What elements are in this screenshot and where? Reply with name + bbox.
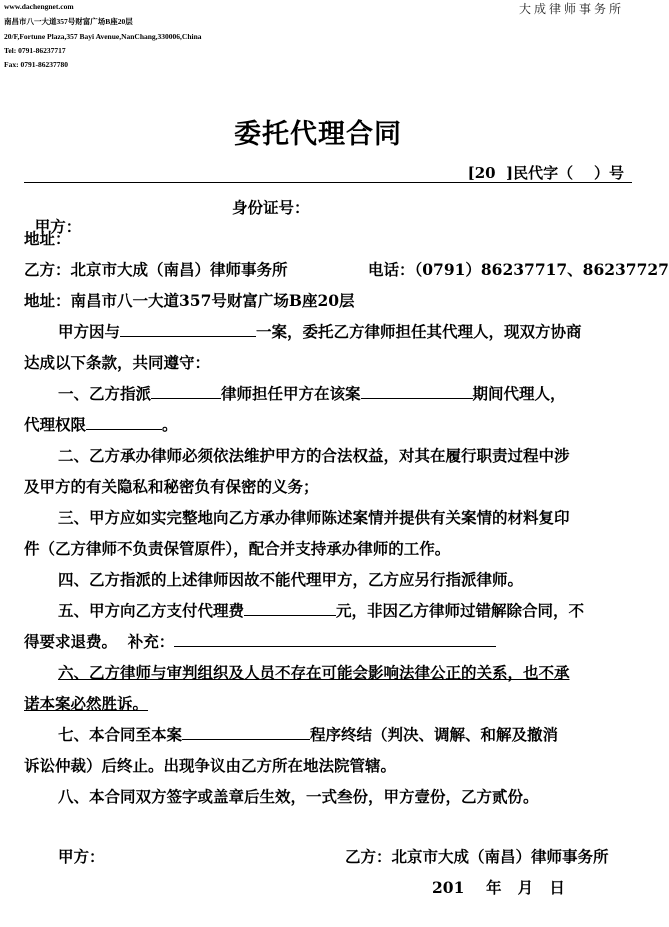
header-address-cn: 南昌市八一大道357号财富广场B座20层	[4, 17, 133, 26]
case-number: [20 ]民代字（ ）号	[467, 164, 624, 182]
intro-text-b: 一案，委托乙方律师担任其代理人，现双方协商	[256, 322, 582, 341]
party-b-address: 地址：南昌市八一大道357号财富广场B座20层	[24, 291, 355, 310]
header-tel: Tel: 0791-86237717	[4, 46, 66, 55]
signature-date: 201 年 月 日	[432, 878, 565, 897]
clause-7-text-b: 程序终结（判决、调解、和解及撤消	[310, 725, 559, 744]
blank-supplement	[174, 632, 496, 647]
intro-text-a: 甲方因与	[58, 322, 121, 341]
party-a-address: 地址：	[24, 229, 71, 248]
case-number-row	[24, 162, 632, 183]
clause-2-text-a: 二、乙方承办律师必须依法维护甲方的合法权益，对其在履行职责过程中涉	[58, 446, 570, 465]
blank-opponent	[120, 322, 256, 337]
clause-5-line-2	[24, 630, 496, 652]
clause-1-text-d: 代理权限	[24, 415, 87, 434]
clause-1-text-a: 一、乙方指派	[58, 384, 152, 403]
clause-7-text-a: 七、本合同至本案	[58, 725, 183, 744]
clause-4: 四、乙方指派的上述律师因故不能代理甲方，乙方应另行指派律师。	[58, 570, 524, 589]
party-a-label: 甲方：	[34, 217, 82, 236]
signature-party-a: 甲方：	[58, 847, 105, 866]
intro-line	[58, 320, 582, 342]
blank-fee	[244, 601, 336, 616]
clause-1-text-e: 。	[162, 415, 178, 434]
header-fax: Fax: 0791-86237780	[4, 60, 68, 69]
blank-stage	[361, 384, 473, 399]
id-label: 身份证号：	[232, 198, 310, 217]
party-b-phone: 电话：（0791）86237717、86237727	[368, 260, 669, 279]
firm-name: 大成律师事务所	[518, 2, 624, 16]
clause-7-text-c: 诉讼仲裁）后终止。出现争议由乙方所在地法院管辖。	[24, 756, 397, 775]
blank-authority	[86, 415, 162, 430]
page-title: 委托代理合同	[234, 119, 402, 150]
signature-party-b: 乙方：北京市大成（南昌）律师事务所	[345, 847, 609, 866]
clause-5-text-c: 得要求退费。 补充：	[24, 632, 175, 651]
clause-6-text-b: 诺本案必然胜诉。	[24, 694, 149, 713]
blank-lawyer	[151, 384, 221, 399]
clause-3-text-a: 三、甲方应如实完整地向乙方承办律师陈述案情并提供有关案情的材料复印	[58, 508, 570, 527]
blank-case	[182, 725, 310, 740]
header-address-en: 20/F,Fortune Plaza,357 Bayi Avenue,NanChang,330006,China	[4, 32, 202, 41]
clause-5-text-a: 五、甲方向乙方支付代理费	[58, 601, 245, 620]
clause-1-text-c: 期间代理人，	[472, 384, 566, 403]
clause-7-line	[58, 723, 558, 745]
clause-8: 八、本合同双方签字或盖章后生效，一式叁份，甲方壹份，乙方贰份。	[58, 787, 539, 806]
clause-1-line-2	[24, 413, 178, 435]
clause-2-text-b: 及甲方的有关隐私和秘密负有保密的义务；	[24, 477, 319, 496]
clause-5-line	[58, 599, 584, 621]
clause-1-text-b: 律师担任甲方在该案	[221, 384, 361, 403]
party-b: 乙方：北京市大成（南昌）律师事务所	[24, 260, 288, 279]
clause-1-line	[58, 382, 566, 404]
intro-text-c: 达成以下条款，共同遵守：	[24, 353, 211, 372]
clause-6-text-a: 六、乙方律师与审判组织及人员不存在可能会影响法律公正的关系，也不承	[58, 663, 570, 682]
clause-3-text-b: 件（乙方律师不负责保管原件），配合并支持承办律师的工作。	[24, 539, 451, 558]
clause-5-text-b: 元，非因乙方律师过错解除合同，不	[336, 601, 585, 620]
header-website: www.dachengnet.com	[4, 2, 74, 11]
